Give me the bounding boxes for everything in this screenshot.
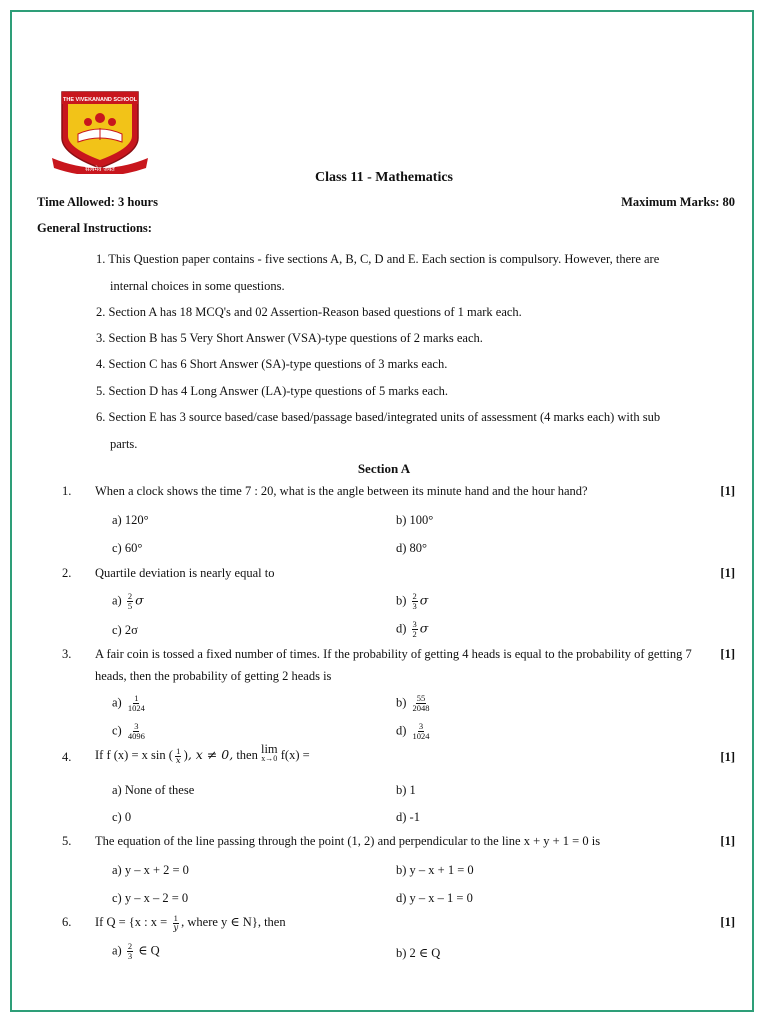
question-number: 3. [62, 647, 72, 661]
option-c: c) $\frac{3}{4096}$ [112, 721, 145, 741]
question-marks: [1] [720, 915, 735, 929]
question-marks: [1] [720, 647, 735, 661]
general-instructions-heading: General Instructions: [37, 221, 152, 235]
instruction-item: 1. This Question paper contains - five sections A, B, C, D and E. Each section is compulsory. However, there are internal choices in some questions. [96, 252, 660, 293]
question-marks: [1] [720, 566, 735, 580]
question-number: 6. [62, 915, 72, 929]
question-text: A fair coin is tossed a fixed number of times. If the probability of getting 4 heads is equal to the probability of getting 7 heads, then the probability of getting 2 heads is [95, 647, 692, 683]
option-d: d) -1 [396, 810, 420, 824]
question-text: If f (x) = x sin ( $\frac{1}{x}$ ), x ≠ 0, then lim x→0 f(x) = [95, 742, 310, 766]
question-text: The equation of the line passing through the point (1, 2) and perpendicular to the line x + y + 1 = 0 is [95, 834, 601, 848]
option-a: a) 120° [112, 513, 149, 527]
section-a-heading: Section A [357, 461, 411, 476]
option-d: d) y – x – 1 = 0 [396, 891, 473, 905]
instruction-item: 4. Section C has 6 Short Answer (SA)-type questions of 3 marks each. [96, 357, 448, 371]
question-text: Quartile deviation is nearly equal to [95, 566, 275, 580]
option-d: d) $\frac{3}{1024}$ [396, 721, 430, 741]
question-number: 2. [62, 566, 72, 580]
option-b: b) 100° [396, 513, 434, 527]
school-crest-logo [48, 88, 152, 174]
instruction-item: 3. Section B has 5 Very Short Answer (VSA)-type questions of 2 marks each. [96, 331, 483, 345]
logo-banner-text: THE VIVEKANAND SCHOOL [63, 97, 137, 103]
question-number: 1. [62, 484, 72, 498]
option-d: d) $\frac{3}{2}$ σ [396, 619, 429, 639]
question-number: 5. [62, 834, 72, 848]
instruction-item: 6. Section E has 3 source based/case based/passage based/integrated units of assessment (4 marks each) with sub parts. [96, 410, 661, 451]
question-marks: [1] [720, 834, 735, 848]
option-b: b) y – x + 1 = 0 [396, 863, 474, 877]
option-b: b) $\frac{2}{3}$ σ [396, 591, 429, 611]
option-a: a) $\frac{1}{1024}$ [112, 693, 145, 713]
option-d: d) 80° [396, 541, 428, 555]
instruction-item: 5. Section D has 4 Long Answer (LA)-type questions of 5 marks each. [96, 384, 449, 398]
limit-expression: lim x→0 [260, 742, 278, 763]
option-b: b) 1 [396, 783, 416, 797]
option-b: b) 2 ∈ Q [396, 946, 441, 960]
option-a: a) $\frac{2}{5}$ σ [112, 591, 144, 611]
option-c: c) 2σ [112, 623, 138, 637]
question-text: If Q = {x : x = $\frac{1}{y}$ , where y ∈ N}, then [95, 912, 286, 933]
option-c: c) 60° [112, 541, 143, 555]
question-number: 4. [62, 750, 72, 764]
option-a: a) y – x + 2 = 0 [112, 863, 189, 877]
time-allowed: Time Allowed: 3 hours [37, 195, 158, 209]
option-c: c) 0 [112, 810, 132, 824]
maximum-marks: Maximum Marks: 80 [621, 195, 735, 209]
question-marks: [1] [720, 484, 735, 498]
instruction-item: 2. Section A has 18 MCQ's and 02 Assertion-Reason based questions of 1 mark each. [96, 305, 522, 319]
option-c: c) y – x – 2 = 0 [112, 891, 189, 905]
question-marks: [1] [720, 750, 735, 764]
option-a: a) None of these [112, 783, 195, 797]
question-text: When a clock shows the time 7 : 20, what is the angle between its minute hand and the hour hand? [95, 484, 588, 498]
option-a: a) $\frac{2}{3}$ ∈ Q [112, 941, 160, 961]
option-b: b) $\frac{55}{2048}$ [396, 693, 430, 713]
logo-motto: सत्यमेव जयते [85, 166, 115, 173]
page-title: Class 11 - Mathematics [314, 170, 454, 185]
